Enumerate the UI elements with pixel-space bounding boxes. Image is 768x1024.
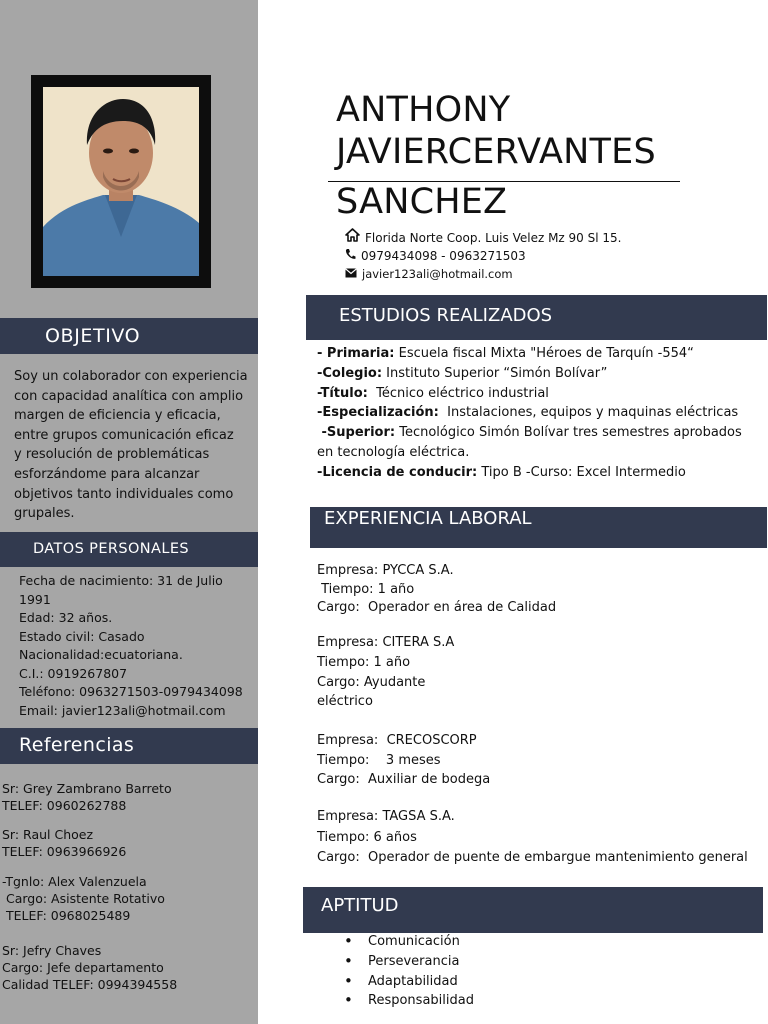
envelope-icon	[345, 265, 362, 283]
referencia-line: TELEF: 0960262788	[2, 798, 127, 813]
estudio-text: Instituto Superior “Simón Bolívar”	[382, 365, 608, 381]
referencia-line: Cargo: Asistente Rotativo	[2, 891, 165, 906]
phone-text: 0979434098 - 0963271503	[361, 249, 526, 263]
phone-icon	[345, 247, 361, 265]
estudios-header	[306, 295, 767, 340]
estudio-text: en tecnología eléctrica.	[317, 444, 470, 460]
email-text: javier123ali@hotmail.com	[362, 267, 513, 281]
contact-email	[345, 265, 513, 283]
estudio-label: -Especialización:	[317, 405, 439, 421]
objetivo-line: entre grupos comunicación eficaz	[14, 427, 234, 443]
aptitud-item: • Adaptabilidad	[344, 972, 744, 992]
referencia-line: Cargo: Jefe departamento	[2, 960, 164, 975]
datos-header	[0, 532, 258, 567]
referencias-title: Referencias	[19, 734, 135, 756]
experiencia-title: EXPERIENCIA LABORAL	[324, 508, 532, 529]
estudio-item	[317, 364, 762, 384]
estudio-text: Escuela fiscal Mixta "Héroes de Tarquín -554“	[394, 346, 694, 361]
job-line: Tiempo: 1 año	[317, 654, 411, 670]
estudio-text: Tecnológico Simón Bolívar tres semestres aprobados	[395, 425, 742, 441]
estudio-item	[317, 463, 762, 483]
estudios-list	[317, 344, 762, 483]
aptitud-list	[344, 932, 744, 1011]
objetivo-line: objetivos tanto individuales como	[14, 486, 234, 502]
datos-line: Estado civil: Casado	[19, 628, 145, 644]
referencia-line: TELEF: 0968025489	[2, 908, 131, 923]
job-line: Cargo: Auxiliar de bodega	[317, 772, 491, 787]
job-line: Cargo: Ayudante	[317, 674, 426, 690]
datos-line: C.I.: 0919267807	[19, 665, 128, 681]
datos-line: Edad: 32 años.	[19, 610, 113, 625]
home-icon	[345, 228, 365, 247]
estudio-label: -Licencia de conducir:	[317, 464, 478, 480]
objetivo-header	[0, 318, 258, 354]
referencia-line: TELEF: 0963966926	[2, 844, 127, 859]
estudio-text: Instalaciones, equipos y maquinas eléctricas	[438, 405, 739, 421]
referencia-line: Calidad TELEF: 0994394558	[2, 977, 178, 992]
referencia-item	[2, 873, 256, 924]
datos-line: Email: javier123ali@hotmail.com	[19, 702, 226, 718]
job-line: Empresa: CRECOSCORP	[317, 733, 477, 748]
job-line: Empresa: TAGSA S.A.	[317, 809, 455, 824]
job-line: Empresa: CITERA S.A	[317, 635, 455, 650]
estudio-label: - Primaria:	[317, 346, 395, 361]
job-item	[317, 807, 763, 869]
referencia-item	[2, 826, 256, 860]
estudio-label: -Superior:	[317, 425, 396, 441]
objetivo-line: margen de eficiencia y eficacia,	[14, 408, 221, 424]
job-item	[317, 562, 763, 618]
datos-title: DATOS PERSONALES	[33, 541, 189, 557]
job-line: Empresa: PYCCA S.A.	[317, 563, 454, 578]
job-line: eléctrico	[317, 694, 373, 710]
referencia-item	[2, 780, 256, 814]
estudio-label: -Colegio:	[317, 365, 383, 381]
name-last: SANCHEZ	[336, 182, 508, 222]
contact-phone	[345, 247, 526, 265]
estudio-item	[317, 423, 762, 443]
contact-address	[345, 228, 621, 247]
aptitud-header	[303, 887, 763, 933]
estudio-item	[317, 403, 762, 423]
estudio-item	[317, 384, 762, 404]
name-middle: JAVIERCERVANTES	[336, 132, 656, 172]
estudio-item	[317, 443, 762, 463]
referencia-line: Sr: Grey Zambrano Barreto	[2, 781, 172, 796]
objetivo-title: OBJETIVO	[45, 325, 141, 347]
datos-line: Nacionalidad:ecuatoriana.	[19, 647, 183, 662]
datos-line: Teléfono: 0963271503-0979434098	[19, 684, 243, 699]
job-line: Cargo: Operador de puente de embargue mantenimiento general	[317, 850, 748, 865]
address-text: Florida Norte Coop. Luis Velez Mz 90 Sl 15.	[365, 230, 622, 245]
job-line: Tiempo: 3 meses	[317, 752, 441, 768]
job-item	[317, 731, 763, 790]
aptitud-item: • Responsabilidad	[344, 991, 744, 1011]
objetivo-line: y resolución de problemáticas	[14, 447, 210, 463]
datos-list	[19, 572, 255, 720]
job-line: Tiempo: 1 año	[317, 581, 415, 597]
objetivo-line: grupales.	[14, 506, 75, 522]
objetivo-text	[14, 367, 252, 524]
referencias-header	[0, 728, 258, 764]
estudio-text: Técnico eléctrico industrial	[367, 385, 549, 401]
referencia-line: Sr: Jefry Chaves	[2, 943, 102, 958]
datos-line: Fecha de nacimiento: 31 de Julio 1991	[19, 573, 223, 607]
profile-photo	[43, 87, 199, 276]
objetivo-line: esforzándome para alcanzar	[14, 466, 200, 482]
referencia-item	[2, 942, 256, 993]
aptitud-item: • Perseverancia	[344, 952, 744, 972]
objetivo-line: con capacidad analítica con amplio	[14, 388, 244, 404]
experiencia-header	[310, 507, 767, 548]
referencia-line: -Tgnlo: Alex Valenzuela	[2, 874, 147, 889]
estudio-text: Tipo B -Curso: Excel Intermedio	[477, 464, 686, 480]
estudio-label: -Título:	[317, 385, 368, 401]
job-item	[317, 633, 763, 712]
aptitud-title: APTITUD	[321, 895, 399, 916]
estudio-item	[317, 344, 762, 364]
referencia-line: Sr: Raul Choez	[2, 827, 94, 842]
aptitud-item: • Comunicación	[344, 932, 744, 952]
objetivo-line: Soy un colaborador con experiencia	[14, 369, 248, 384]
job-line: Cargo: Operador en área de Calidad	[317, 600, 557, 616]
job-line: Tiempo: 6 años	[317, 829, 417, 845]
estudios-title: ESTUDIOS REALIZADOS	[339, 305, 553, 326]
name-first: ANTHONY	[336, 90, 511, 130]
